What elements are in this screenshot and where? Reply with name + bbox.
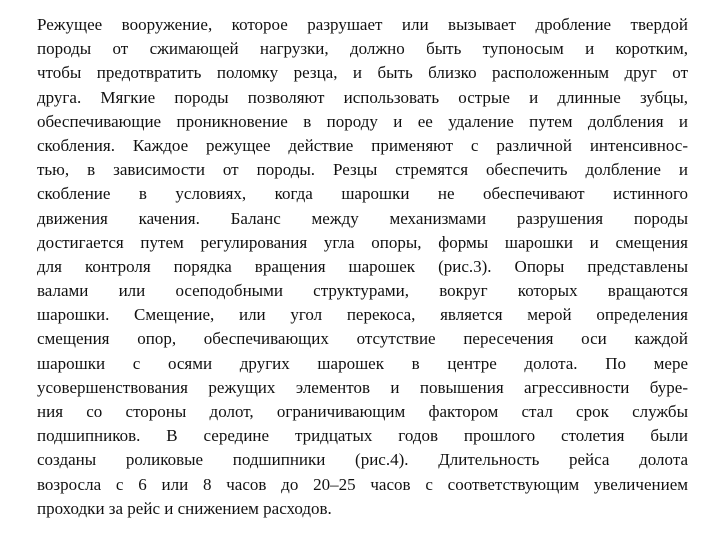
paragraph-line-14: смещения опор, обеспечивающих отсутствие пересечения оси каждой <box>37 329 688 349</box>
paragraph-line-5: обеспечивающие проникновение в породу и ее удаление путем долбления и <box>37 111 688 131</box>
paragraph-line-16: усовершенствования режущих элементов и повышения агрессивности буре- <box>37 377 688 397</box>
paragraph-line-12: валами или осеподобными структурами, вокруг которых вращаются <box>37 281 688 301</box>
paragraph-line-1: Режущее вооружение, которое разрушает или вызывает дробление твердой <box>37 15 688 34</box>
paragraph-line-19: созданы роликовые подшипники (рис.4). Длительность рейса долота <box>37 450 688 470</box>
paragraph-line-2: породы от сжимающей нагрузки, должно быть тупоносым и коротким, <box>37 39 688 59</box>
paragraph-line-8: скобление в условиях, когда шарошки не обеспечивают истинного <box>37 184 688 204</box>
paragraph-line-6: скобления. Каждое режущее действие применяют с различной интенсивнос- <box>37 135 688 155</box>
paragraph-line-20: возросла с 6 или 8 часов до 20–25 часов с соответствующим увеличением <box>37 474 688 494</box>
paragraph-line-15: шарошки с осями других шарошек в центре долота. По мере <box>37 353 688 373</box>
paragraph-line-17: ния со стороны долот, ограничивающим фактором стал срок службы <box>37 402 688 421</box>
paragraph-line-13: шарошки. Смещение, или угол перекоса, является мерой определения <box>37 305 688 325</box>
paragraph-line-10: достигается путем регулирования угла опоры, формы шарошки и смещения <box>37 232 688 252</box>
paragraph-line-3: чтобы предотвратить поломку резца, и быть близко расположенным друг от <box>37 63 688 83</box>
paragraph-line-9: движения качения. Баланс между механизмами разрушения породы <box>37 208 688 228</box>
paragraph-line-21: проходки за рейс и снижением расходов. <box>37 498 332 518</box>
paragraph-line-7: тью, в зависимости от породы. Резцы стремятся обеспечить долбление и <box>37 160 688 180</box>
paragraph-line-11: для контроля порядка вращения шарошек (рис.3). Опоры представлены <box>37 256 688 276</box>
paragraph-line-4: друга. Мягкие породы позволяют использовать острые и длинные зубцы, <box>37 87 688 107</box>
body-paragraph <box>37 13 688 521</box>
paragraph-line-18: подшипников. В середине тридцатых годов прошлого столетия были <box>37 426 688 446</box>
